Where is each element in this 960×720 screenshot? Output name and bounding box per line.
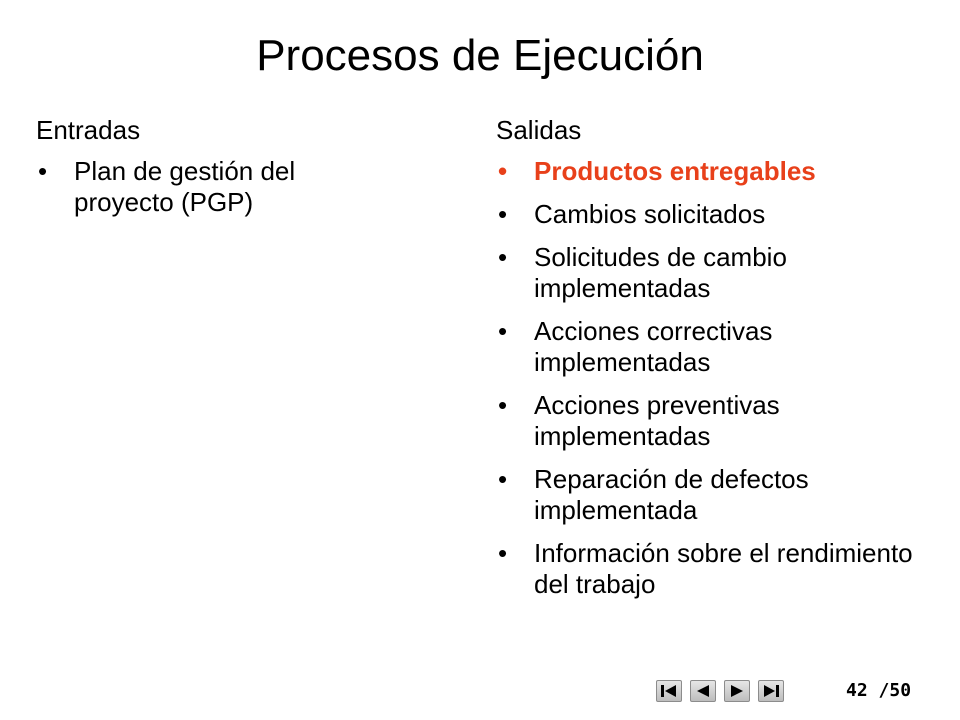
list-item-text: Reparación de defectos implementada [534,464,809,525]
first-slide-icon [660,684,678,698]
inputs-heading: Entradas [36,115,141,145]
bullet-marker: • [498,242,508,272]
list-item-highlighted [496,156,926,187]
outputs-column [496,108,926,612]
slide-navigation [656,680,784,702]
bullet-marker: • [498,199,508,229]
next-slide-icon [728,684,746,698]
slide-title: Procesos de Ejecución [256,31,704,80]
bullet-marker: • [498,156,508,186]
list-item [496,390,926,452]
first-slide-button[interactable] [656,680,682,702]
list-item-text: Información sobre el rendimiento del trabajo [534,538,913,599]
bullet-marker: • [498,464,508,494]
page-counter [846,680,911,702]
bullet-marker: • [498,316,508,346]
last-slide-icon [762,684,780,698]
previous-slide-button[interactable] [690,680,716,702]
bullet-marker: • [38,156,48,186]
list-item-text: Productos entregables [534,156,816,186]
inputs-list [36,156,376,218]
list-item-text: Acciones preventivas implementadas [534,390,780,451]
list-item [496,538,926,600]
list-item [496,242,926,304]
outputs-heading: Salidas [496,115,582,145]
last-slide-button[interactable] [758,680,784,702]
list-item-text: Solicitudes de cambio implementadas [534,242,787,303]
current-page-number: 42 [846,680,868,701]
total-pages-number: 50 [889,680,912,701]
bullet-marker: • [498,390,508,420]
list-item-text: Plan de gestión del proyecto (PGP) [74,156,296,217]
next-slide-button[interactable] [724,680,750,702]
page-separator: / [867,680,890,701]
list-item [36,156,376,218]
list-item [496,316,926,378]
bullet-marker: • [498,538,508,568]
list-item [496,199,926,230]
outputs-list [496,156,926,600]
previous-slide-icon [694,684,712,698]
inputs-column [36,108,376,230]
list-item-text: Acciones correctivas implementadas [534,316,773,377]
list-item-text: Cambios solicitados [534,199,766,229]
list-item [496,464,926,526]
